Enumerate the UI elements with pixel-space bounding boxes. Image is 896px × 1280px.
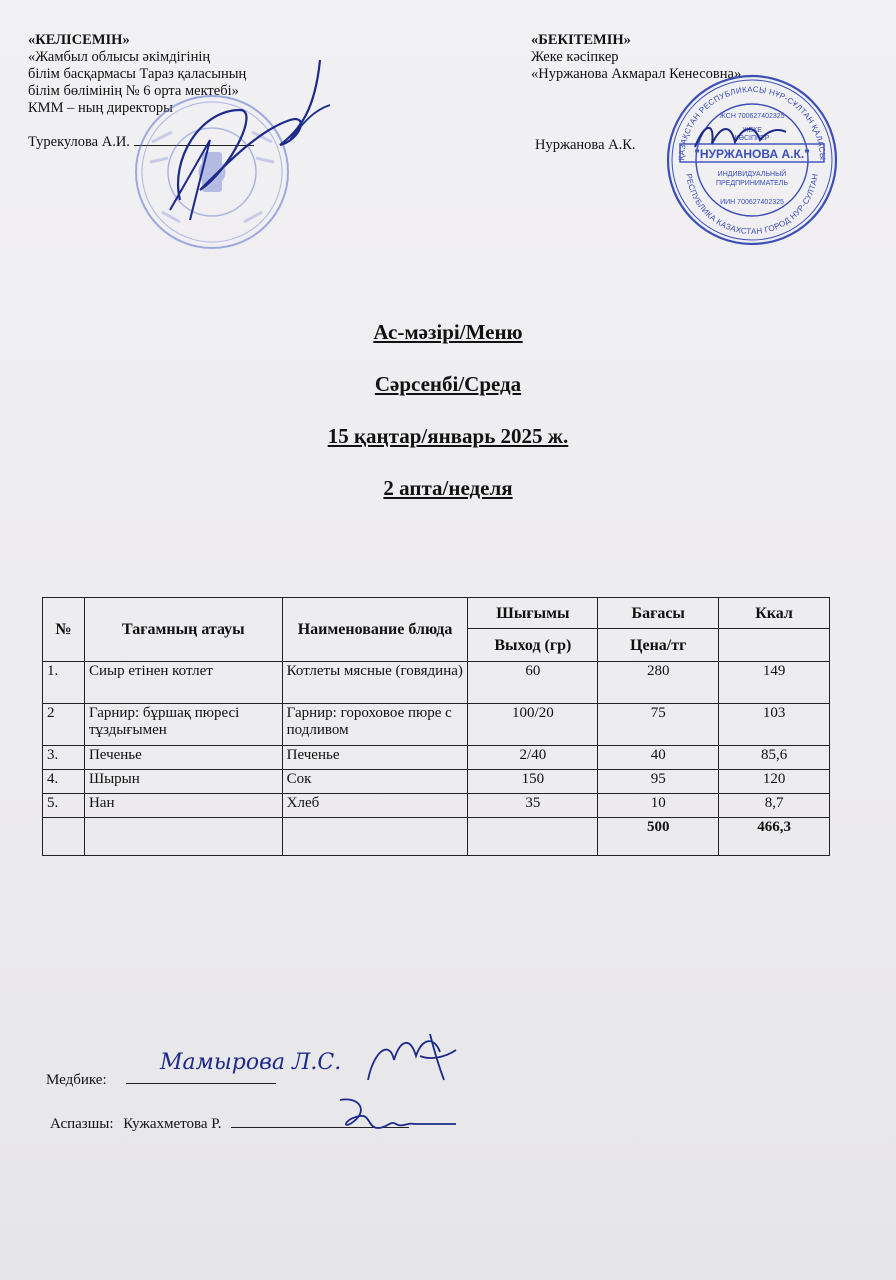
row-price: 75 [598, 704, 719, 746]
col-header-price-kz: Бағасы [598, 598, 719, 629]
entrepreneur-signer: Нуржанова А.К. [535, 137, 636, 153]
row-kcal: 103 [719, 704, 830, 746]
row-num: 5. [43, 794, 85, 818]
nurse-label: Медбике: [46, 1072, 107, 1088]
total-price: 500 [598, 818, 719, 856]
row-name-kz: Гарнир: бұршақ пюресі тұздығымен [84, 704, 282, 746]
date-title: 15 қаңтар/январь 2025 ж. [327, 424, 569, 448]
org-line-1: «Жамбыл облысы әкімдігінің [28, 49, 211, 65]
table-header-row [43, 598, 830, 629]
row-yield: 150 [468, 770, 598, 794]
row-kcal: 85,6 [719, 746, 830, 770]
entrepreneur-handwritten-signature [690, 112, 790, 162]
row-yield: 100/20 [468, 704, 598, 746]
menu-title: Ас-мәзірі/Меню [373, 320, 523, 344]
nurse-signature: Мамырова Л.С. [160, 1050, 342, 1075]
cook-handwritten-signature [330, 1092, 460, 1136]
row-num: 3. [43, 746, 85, 770]
row-name-kz: Шырын [84, 770, 282, 794]
row-yield: 2/40 [468, 746, 598, 770]
svg-text:ИНДИВИДУАЛЬНЫЙ: ИНДИВИДУАЛЬНЫЙ [717, 171, 787, 178]
row-price: 10 [598, 794, 719, 818]
table-row [43, 746, 830, 770]
row-kcal: 149 [719, 662, 830, 704]
row-kcal: 120 [719, 770, 830, 794]
row-price: 40 [598, 746, 719, 770]
table-row [43, 662, 830, 704]
col-header-kcal-blank [719, 629, 830, 662]
row-name-ru: Котлеты мясные (говядина) [282, 662, 468, 704]
entrepreneur-name-line: «Нуржанова Акмарал Кенесовна» [531, 66, 742, 82]
row-name-kz: Сиыр етінен котлет [84, 662, 282, 704]
row-name-ru: Хлеб [282, 794, 468, 818]
row-price: 280 [598, 662, 719, 704]
cook-name: Кужахметова Р. [123, 1116, 222, 1132]
svg-text:ИИН 700627402325: ИИН 700627402325 [720, 199, 784, 206]
svg-text:ПРЕДПРИНИМАТЕЛЬ: ПРЕДПРИНИМАТЕЛЬ [715, 180, 789, 187]
row-name-ru: Печенье [282, 746, 468, 770]
row-num: 1. [43, 662, 85, 704]
org-line-4: КММ – ның директоры [28, 100, 173, 116]
row-num: 4. [43, 770, 85, 794]
col-header-yield-kz: Шығымы [468, 598, 598, 629]
week-title: 2 апта/неделя [383, 476, 513, 500]
entrepreneur-line: Жеке кәсіпкер [531, 49, 619, 65]
row-price: 95 [598, 770, 719, 794]
row-num: 2 [43, 704, 85, 746]
row-name-kz: Печенье [84, 746, 282, 770]
row-kcal: 8,7 [719, 794, 830, 818]
nurse-signature-underline [126, 1083, 276, 1084]
total-kcal: 466,3 [719, 818, 830, 856]
totals-blank [43, 818, 85, 856]
col-header-name-kz: Тағамның атауы [84, 598, 282, 662]
row-name-kz: Нан [84, 794, 282, 818]
row-name-ru: Сок [282, 770, 468, 794]
table-totals-row [43, 818, 830, 856]
org-line-3: білім бөлімінің № 6 орта мектебі» [28, 83, 239, 99]
row-name-ru: Гарнир: гороховое пюре с подливом [282, 704, 468, 746]
svg-text:КӘСІПКЕР: КӘСІПКЕР [734, 135, 770, 142]
cook-label: Аспазшы: [50, 1116, 114, 1132]
weekday-title: Сәрсенбі/Среда [374, 372, 522, 396]
row-yield: 60 [468, 662, 598, 704]
totals-blank [282, 818, 468, 856]
table-row [43, 770, 830, 794]
row-yield: 35 [468, 794, 598, 818]
table-row [43, 794, 830, 818]
org-line-2: білім басқармасы Тараз қаласының [28, 66, 247, 82]
agreed-heading: «КЕЛІСЕМІН» [28, 32, 130, 48]
nurse-handwritten-signature [360, 1030, 460, 1090]
svg-text:РЕСПУБЛИКА КАЗАХСТАН ГОРОД НУР: РЕСПУБЛИКА КАЗАХСТАН ГОРОД НУР-СУЛТАН [684, 173, 820, 237]
totals-blank [84, 818, 282, 856]
col-header-name-ru: Наименование блюда [282, 598, 468, 662]
svg-text:ҚАЗАҚСТАН РЕСПУБЛИКАСЫ НҰР-СҰЛ: ҚАЗАҚСТАН РЕСПУБЛИКАСЫ НҰР-СҰЛТАН ҚАЛАСЫ [676, 84, 828, 161]
approved-heading: «БЕКІТЕМІН» [531, 32, 631, 48]
col-header-num: № [43, 598, 85, 662]
totals-blank [468, 818, 598, 856]
col-header-price-ru: Цена/тг [598, 629, 719, 662]
svg-text:ЖЕКЕ: ЖЕКЕ [742, 127, 762, 134]
menu-table [42, 597, 830, 856]
director-name: Турекулова А.И. [28, 134, 130, 150]
col-header-kcal: Ккал [719, 598, 830, 629]
director-handwritten-signature [140, 50, 340, 230]
svg-text:"НУРЖАНОВА А.К.": "НУРЖАНОВА А.К." [694, 147, 810, 161]
col-header-yield-ru: Выход (гр) [468, 629, 598, 662]
svg-text:ЖСН 700627402325: ЖСН 700627402325 [719, 113, 785, 120]
table-row [43, 704, 830, 746]
